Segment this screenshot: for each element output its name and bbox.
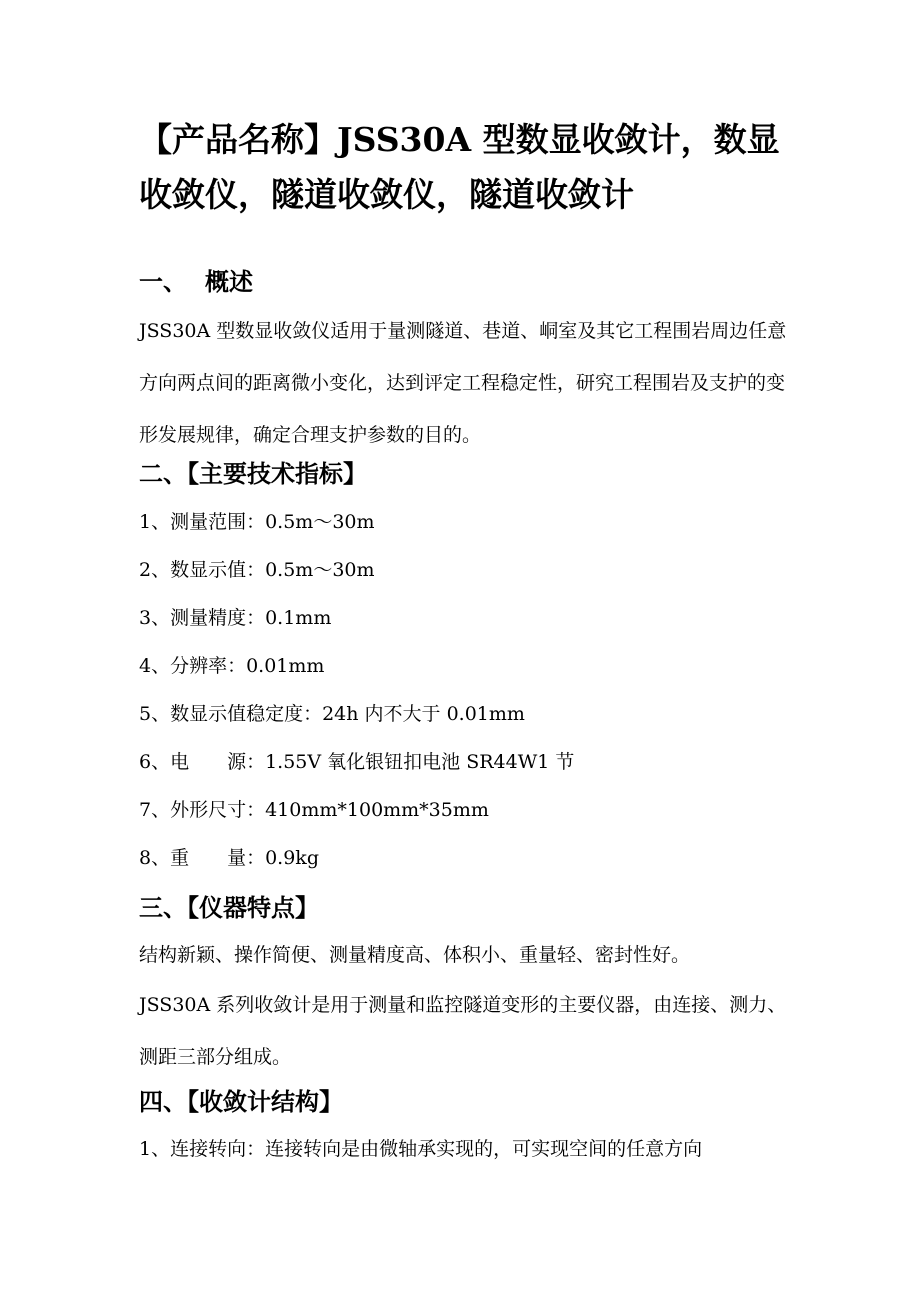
document-title: 【产品名称】JSS30A 型数显收敛计，数显收敛仪，隧道收敛仪，隧道收敛计 [139, 120, 780, 214]
spec-item: 4、分辨率：0.01mm [139, 655, 325, 677]
section-4-item: 1、连接转向：连接转向是由微轴承实现的，可实现空间的任意方向 [139, 1138, 703, 1160]
section-2-heading: 二、【主要技术指标】 [139, 459, 367, 488]
section-3-heading: 三、【仪器特点】 [139, 893, 319, 922]
section-4-heading: 四、【收敛计结构】 [139, 1087, 343, 1116]
spec-item: 1、测量范围：0.5m～30m [139, 511, 375, 533]
spec-item: 8、重 量：0.9kg [139, 847, 319, 869]
section-3-line: 结构新颖、操作简便、测量精度高、体积小、重量轻、密封性好。 [139, 944, 691, 966]
section-3-paragraph: JSS30A 系列收敛计是用于测量和监控隧道变形的主要仪器，由连接、测力、测距三部分组成。 [139, 994, 787, 1068]
spec-item: 5、数显示值稳定度：24h 内不大于 0.01mm [139, 703, 525, 725]
section-1-paragraph: JSS30A 型数显收敛仪适用于量测隧道、巷道、峒室及其它工程围岩周边任意方向两点间的距离微小变化，达到评定工程稳定性，研究工程围岩及支护的变形发展规律，确定合理支护参数的目的。 [139, 320, 787, 446]
spec-item: 2、数显示值：0.5m～30m [139, 559, 375, 581]
section-1-number: 一、 [139, 267, 187, 296]
section-1-heading [139, 267, 253, 297]
spec-item: 3、测量精度：0.1mm [139, 607, 332, 629]
section-1-title: 概述 [205, 267, 253, 296]
spec-item: 7、外形尺寸：410mm*100mm*35mm [139, 799, 489, 821]
spec-item: 6、电 源：1.55V 氧化银钮扣电池 SR44W1 节 [139, 751, 575, 773]
